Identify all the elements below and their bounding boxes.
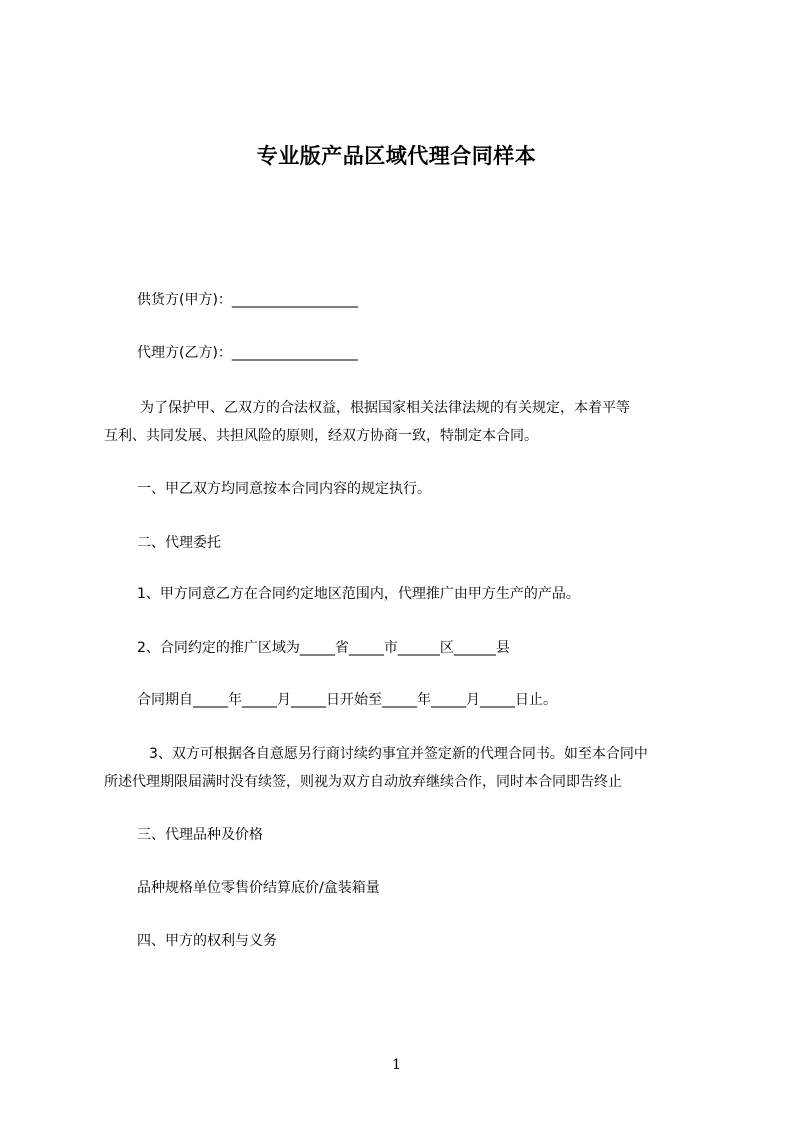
contract-period: 合同期自_____年_____月_____日开始至_____年_____月_____日止。 xyxy=(137,692,557,708)
clause-2-item-2: 2、合同约定的推广区域为_____省_____市______区______县 xyxy=(137,640,510,656)
product-spec-line: 品种规格单位零售价结算底价/盒装箱量 xyxy=(137,880,380,896)
clause-2-item-3-line2: 所述代理期限届满时没有续签，则视为双方自动放弃继续合作，同时本合同即告终止 xyxy=(104,774,622,790)
clause-2-item-3-line1: 3、双方可根据各自意愿另行商讨续约事宜并签定新的代理合同书。如至本合同中 xyxy=(149,746,648,762)
clause-2-item-1: 1、甲方同意乙方在合同约定地区范围内，代理推广由甲方生产的产品。 xyxy=(137,586,580,602)
clause-4-heading: 四、甲方的权利与义务 xyxy=(137,933,277,949)
supplier-line: 供货方(甲方)：__________________ xyxy=(137,292,358,308)
intro-paragraph-line2: 互利、共同发展、共担风险的原则，经双方协商一致，特制定本合同。 xyxy=(104,428,538,444)
clause-1: 一、甲乙双方均同意按本合同内容的规定执行。 xyxy=(137,481,431,497)
document-title: 专业版产品区域代理合同样本 xyxy=(256,144,537,168)
intro-paragraph-line1: 为了保护甲、乙双方的合法权益，根据国家相关法律法规的有关规定，本着平等 xyxy=(140,400,630,416)
page-number: 1 xyxy=(392,1057,401,1073)
agent-line: 代理方(乙方)：__________________ xyxy=(137,345,358,361)
clause-3-heading: 三、代理品种及价格 xyxy=(137,827,263,843)
clause-2-heading: 二、代理委托 xyxy=(137,535,221,551)
